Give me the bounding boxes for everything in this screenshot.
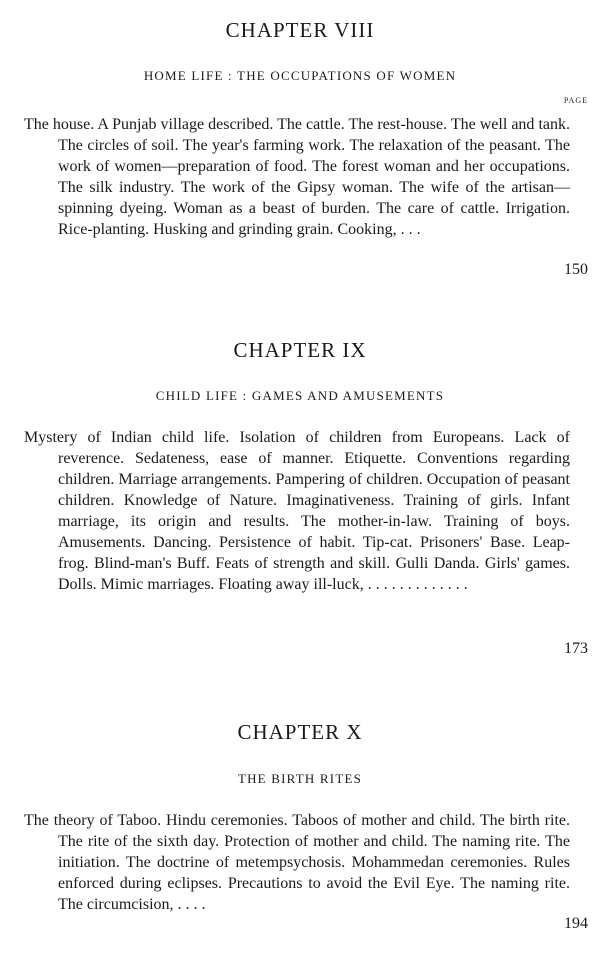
chapter-8-summary: The house. A Punjab village described. The cattle. The rest-house. The well and tank. The circles of soil. The year's farming work. The relaxation of the peasant. The work of women—preparation of food. The forest woman and her occupations. The silk industry. The work of the Gipsy woman. The wife of the artisan—spinning dyeing. Woman as a beast of burden. The care of cattle. Irrigation. Rice-planting. Husking and grinding grain. Cooking, . . . xyxy=(24,116,570,238)
chapter-9-subtitle: CHILD LIFE : GAMES AND AMUSEMENTS xyxy=(155,388,445,403)
chapter-10-summary: The theory of Taboo. Hindu ceremonies. Taboos of mother and child. The birth rite. The rite of the sixth day. Protection of mother and child. The naming rite. The initiation. The doctrine of metempsychosis. Mohammedan ceremonies. Rules enforced during eclipses. Precautions to avoid the Evil Eye. The naming rite. The circumcision, . . . . xyxy=(24,812,570,913)
chapter-8-subtitle: HOME LIFE : THE OCCUPATIONS OF WOMEN xyxy=(143,68,457,83)
chapter-9-heading: CHAPTER IX xyxy=(233,338,367,362)
chapter-10-heading: CHAPTER X xyxy=(237,720,363,744)
chapter-8-page-number: 150 xyxy=(564,261,588,278)
chapter-9-page-number: 173 xyxy=(564,640,588,657)
chapter-9-summary: Mystery of Indian child life. Isolation of children from Europeans. Lack of reverence. Sedateness, ease of manner. Etiquette. Conventions regarding children. Marriage arrangements. Pampering of children. Occupation of peasant children. Knowledge of Nature. Imaginativeness. Training of girls. Infant marriage, its origin and results. The mother-in-law. Training of boys. Amusements. Dancing. Persistence of habit. Tip-cat. Prisoners' Base. Leap-frog. Blind-man's Buff. Feats of strength and skill. Gulli Danda. Girls' games. Dolls. Mimic marriages. Floating away ill-luck, . . . . . . . . . . . . . xyxy=(24,429,570,593)
chapter-10-page-number: 194 xyxy=(564,915,588,932)
chapter-8-heading: CHAPTER VIII xyxy=(225,18,375,42)
chapter-10-subtitle: THE BIRTH RITES xyxy=(237,771,363,786)
page-column-label: PAGE xyxy=(563,96,588,105)
